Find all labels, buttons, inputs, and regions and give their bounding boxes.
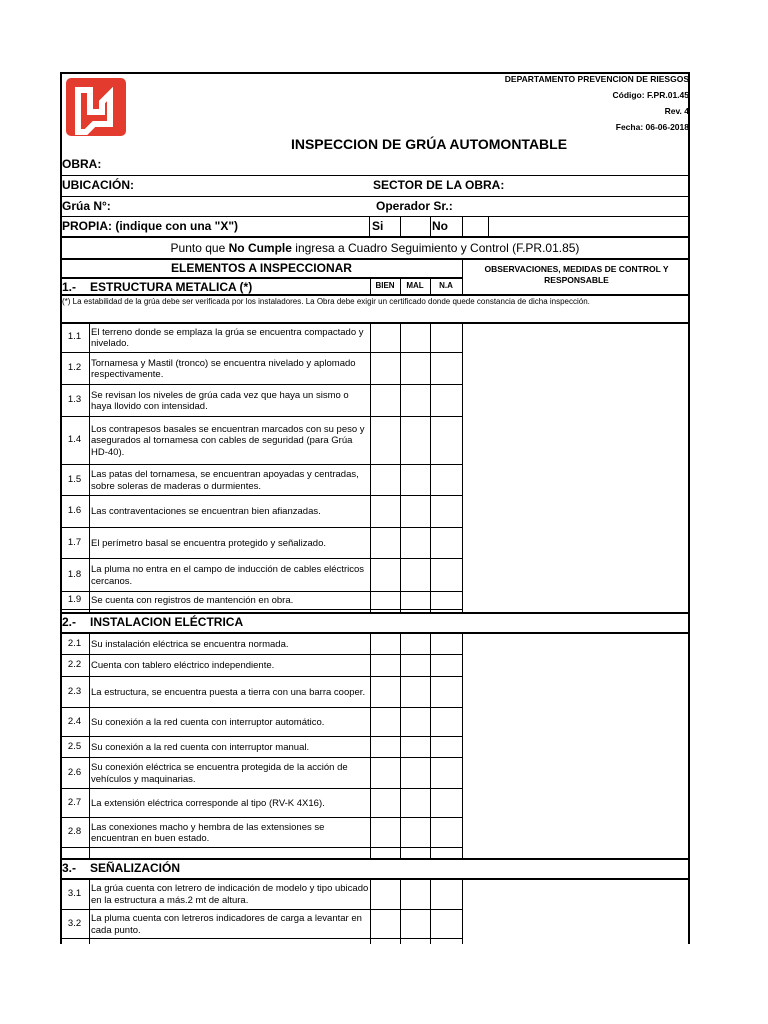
checkbox-bien[interactable] xyxy=(371,879,399,909)
item-number: 3.1 xyxy=(67,888,82,899)
checkbox-na[interactable] xyxy=(431,789,459,817)
item-number: 2.5 xyxy=(67,741,82,752)
divider xyxy=(89,878,90,944)
divider xyxy=(60,847,462,848)
item-number: 1.4 xyxy=(67,434,82,445)
divider xyxy=(488,216,489,236)
checkbox-na[interactable] xyxy=(431,677,459,707)
observations-field[interactable] xyxy=(463,878,689,944)
elements-header: ELEMENTOS A INSPECCIONAR xyxy=(171,261,352,275)
item-text-label: La extensión eléctrica corresponde al tipo (RV-K 4X16). xyxy=(91,797,325,809)
no-cumple-note: Punto que No Cumple ingresa a Cuadro Seguimiento y Control (F.PR.01.85) xyxy=(170,241,580,255)
divider xyxy=(60,609,462,610)
item-text-label: Los contrapesos basales se encuentran marcados con su peso y asegurados al tornamesa con cables de seguridad (para Grúa HD-40). xyxy=(91,423,365,458)
column-header: MAL xyxy=(406,281,424,290)
checkbox-bien[interactable] xyxy=(371,353,399,384)
item-text-label: La pluma cuenta con letreros indicadores de carga a levantar en cada punto. xyxy=(91,913,362,936)
checkbox-bien[interactable] xyxy=(371,559,399,591)
si-label: Si xyxy=(372,219,384,233)
item-text xyxy=(91,418,369,464)
divider xyxy=(462,216,463,236)
item-text-label: La pluma no entra en el campo de inducción de cables eléctricos cercanos. xyxy=(91,564,365,587)
divider xyxy=(89,633,90,858)
item-text xyxy=(91,819,369,847)
checkbox-mal[interactable] xyxy=(401,737,429,757)
observations-field[interactable] xyxy=(463,633,689,858)
item-text xyxy=(91,593,369,609)
checkbox-na[interactable] xyxy=(431,465,459,495)
item-number: 2.4 xyxy=(67,716,82,727)
divider xyxy=(430,322,431,612)
divider xyxy=(60,858,690,860)
checkbox-na[interactable] xyxy=(431,708,459,736)
observations-header: OBSERVACIONES, MEDIDAS DE CONTROL Y RESPONSABLE xyxy=(484,264,669,285)
divider xyxy=(370,277,371,294)
checkbox-na[interactable] xyxy=(431,353,459,384)
item-text xyxy=(91,911,369,938)
divider xyxy=(400,216,401,236)
item-number: 1.8 xyxy=(67,569,82,580)
checkbox-bien[interactable] xyxy=(371,323,399,352)
divider xyxy=(60,216,690,217)
item-text xyxy=(91,790,369,817)
item-text-label: Las patas del tornamesa, se encuentran apoyadas y centradas, sobre soleras de maderas o durmientes. xyxy=(91,469,359,492)
divider xyxy=(430,878,431,944)
item-text xyxy=(91,324,369,352)
divider xyxy=(400,277,401,294)
divider xyxy=(60,236,690,238)
checkbox-mal[interactable] xyxy=(401,818,429,847)
item-number: 1.3 xyxy=(67,394,82,405)
checkbox-bien[interactable] xyxy=(371,758,399,788)
item-text xyxy=(91,880,369,909)
checkbox-mal[interactable] xyxy=(401,708,429,736)
column-header: N.A xyxy=(439,281,453,290)
checkbox-bien[interactable] xyxy=(371,818,399,847)
ubicacion-label: UBICACIÓN: xyxy=(62,178,134,192)
checkbox-mal[interactable] xyxy=(401,789,429,817)
observations-field[interactable] xyxy=(463,322,689,612)
checkbox-bien[interactable] xyxy=(371,417,399,464)
item-number: 1.1 xyxy=(67,331,82,342)
company-logo xyxy=(66,78,126,136)
item-text-label: Se cuenta con registros de mantención en obra. xyxy=(91,595,294,607)
divider xyxy=(370,878,371,944)
item-text xyxy=(91,709,369,736)
item-text-label: Las contraventaciones se encuentran bien afianzadas. xyxy=(91,506,321,518)
divider xyxy=(369,216,370,236)
item-text-label: El terreno donde se emplaza la grúa se encuentra compactado y nivelado. xyxy=(91,326,364,349)
checkbox-mal[interactable] xyxy=(401,528,429,558)
item-text xyxy=(91,656,369,676)
item-text-label: Su conexión a la red cuenta con interruptor automático. xyxy=(91,716,325,728)
item-number: 2.6 xyxy=(67,767,82,778)
checkbox-na[interactable] xyxy=(431,910,459,938)
divider xyxy=(370,322,371,612)
item-number: 1.2 xyxy=(67,362,82,373)
checkbox-mal[interactable] xyxy=(401,677,429,707)
page-title: INSPECCION DE GRÚA AUTOMONTABLE xyxy=(290,136,568,152)
department-label: DEPARTAMENTO PREVENCION DE RIESGOS xyxy=(504,74,689,84)
checkbox-na[interactable] xyxy=(431,496,459,527)
item-number: 1.7 xyxy=(67,537,82,548)
item-text-label: Su conexión a la red cuenta con interruptor manual. xyxy=(91,741,310,753)
no-label: No xyxy=(432,219,448,233)
revision-label: Rev. 4 xyxy=(664,106,689,116)
item-number: 1.6 xyxy=(67,505,82,516)
checkbox-na[interactable] xyxy=(431,528,459,558)
checkbox-bien[interactable] xyxy=(371,655,399,676)
divider xyxy=(60,938,462,939)
checkbox-bien[interactable] xyxy=(371,789,399,817)
obra-label: OBRA: xyxy=(62,157,102,171)
column-header: BIEN xyxy=(375,281,395,290)
checkbox-bien[interactable] xyxy=(371,528,399,558)
checkbox-na[interactable] xyxy=(431,559,459,591)
item-text-label: Su conexión eléctrica se encuentra protegida de la acción de vehículos y maquinarias. xyxy=(91,762,348,785)
checkbox-bien[interactable] xyxy=(371,708,399,736)
item-text-label: Las conexiones macho y hembra de las extensiones se encuentran en buen estado. xyxy=(91,821,325,844)
checkbox-mal[interactable] xyxy=(401,559,429,591)
document-code: Código: F.PR.01.45 xyxy=(612,90,689,100)
checkbox-mal[interactable] xyxy=(401,758,429,788)
item-text-label: Tornamesa y Mastil (tronco) se encuentra nivelado y aplomado respectivamente. xyxy=(91,357,356,380)
checkbox-mal[interactable] xyxy=(401,634,429,654)
checkbox-mal[interactable] xyxy=(401,910,429,938)
item-text xyxy=(91,738,369,757)
checkbox-bien[interactable] xyxy=(371,465,399,495)
item-text xyxy=(91,386,369,416)
checkbox-mal[interactable] xyxy=(401,353,429,384)
item-text xyxy=(91,529,369,558)
checkbox-mal[interactable] xyxy=(401,465,429,495)
checkbox-mal[interactable] xyxy=(401,592,429,609)
item-number: 3.2 xyxy=(67,918,82,929)
item-text xyxy=(91,497,369,527)
item-text-label: Se revisan los niveles de grúa cada vez que haya un sismo o haya llovido con intensidad. xyxy=(91,389,349,412)
checkbox-na[interactable] xyxy=(431,417,459,464)
item-text xyxy=(91,759,369,788)
item-number: 2.2 xyxy=(67,659,82,670)
item-text-label: La estructura, se encuentra puesta a tierra con una barra cooper. xyxy=(91,686,366,698)
checkbox-na[interactable] xyxy=(431,655,459,676)
checkbox-bien[interactable] xyxy=(371,910,399,938)
checkbox-bien[interactable] xyxy=(371,737,399,757)
section-number: 3.- xyxy=(62,861,77,875)
item-number: 1.5 xyxy=(67,474,82,485)
divider xyxy=(462,258,463,294)
grua-label: Grúa N°: xyxy=(62,199,111,213)
divider xyxy=(370,633,371,858)
checkbox-mal[interactable] xyxy=(401,417,429,464)
checkbox-bien[interactable] xyxy=(371,385,399,416)
section-title: SEÑALIZACIÓN xyxy=(90,861,180,875)
divider xyxy=(400,633,401,858)
checkbox-na[interactable] xyxy=(431,634,459,654)
item-text xyxy=(91,560,369,591)
divider xyxy=(430,216,431,236)
checkbox-na[interactable] xyxy=(431,758,459,788)
checkbox-mal[interactable] xyxy=(401,496,429,527)
checkbox-mal[interactable] xyxy=(401,385,429,416)
divider xyxy=(89,322,90,612)
section-title: ESTRUCTURA METALICA (*) xyxy=(90,280,253,294)
sector-label: SECTOR DE LA OBRA: xyxy=(373,178,505,192)
checkbox-bien[interactable] xyxy=(371,634,399,654)
item-text-label: El perímetro basal se encuentra protegido y señalizado. xyxy=(91,537,326,549)
item-text xyxy=(91,678,369,707)
item-number: 1.9 xyxy=(67,594,82,605)
item-text xyxy=(91,635,369,654)
checkbox-na[interactable] xyxy=(431,879,459,909)
checkbox-na[interactable] xyxy=(431,385,459,416)
item-number: 2.8 xyxy=(67,826,82,837)
divider xyxy=(400,322,401,612)
divider xyxy=(60,277,462,279)
checkbox-bien[interactable] xyxy=(371,677,399,707)
section-number: 2.- xyxy=(62,615,77,629)
divider xyxy=(60,258,690,260)
item-text-label: Cuenta con tablero eléctrico independiente. xyxy=(91,660,275,672)
checkbox-mal[interactable] xyxy=(401,879,429,909)
date-label: Fecha: 06-06-2018 xyxy=(615,122,689,132)
checkbox-bien[interactable] xyxy=(371,592,399,609)
item-text xyxy=(91,354,369,384)
divider xyxy=(60,612,690,614)
divider xyxy=(60,322,690,324)
divider xyxy=(60,196,690,197)
item-text-label: Su instalación eléctrica se encuentra normada. xyxy=(91,638,289,650)
propia-label: PROPIA: (indique con una "X") xyxy=(62,219,239,233)
checkbox-na[interactable] xyxy=(431,592,459,609)
item-number: 2.7 xyxy=(67,797,82,808)
stability-note: (*) La estabilidad de la grúa debe ser verificada por los instaladores. La Obra debe exigir un certificado donde quede constancia de dicha inspección. xyxy=(62,297,590,306)
item-number: 2.1 xyxy=(67,638,82,649)
divider xyxy=(430,277,431,294)
checkbox-mal[interactable] xyxy=(401,655,429,676)
item-text-label: La grúa cuenta con letrero de indicación de modelo y tipo ubicado en la estructura a más.2 mt de altura. xyxy=(91,883,369,906)
divider xyxy=(60,175,690,176)
checkbox-na[interactable] xyxy=(431,737,459,757)
section-number: 1.- xyxy=(62,280,77,294)
checkbox-bien[interactable] xyxy=(371,496,399,527)
divider xyxy=(430,633,431,858)
operador-label: Operador Sr.: xyxy=(376,199,453,213)
item-number: 2.3 xyxy=(67,686,82,697)
checkbox-na[interactable] xyxy=(431,323,459,352)
divider xyxy=(60,294,690,296)
checkbox-mal[interactable] xyxy=(401,323,429,352)
section-title: INSTALACION ELÉCTRICA xyxy=(90,615,244,629)
item-text xyxy=(91,466,369,495)
checkbox-na[interactable] xyxy=(431,818,459,847)
divider xyxy=(400,878,401,944)
